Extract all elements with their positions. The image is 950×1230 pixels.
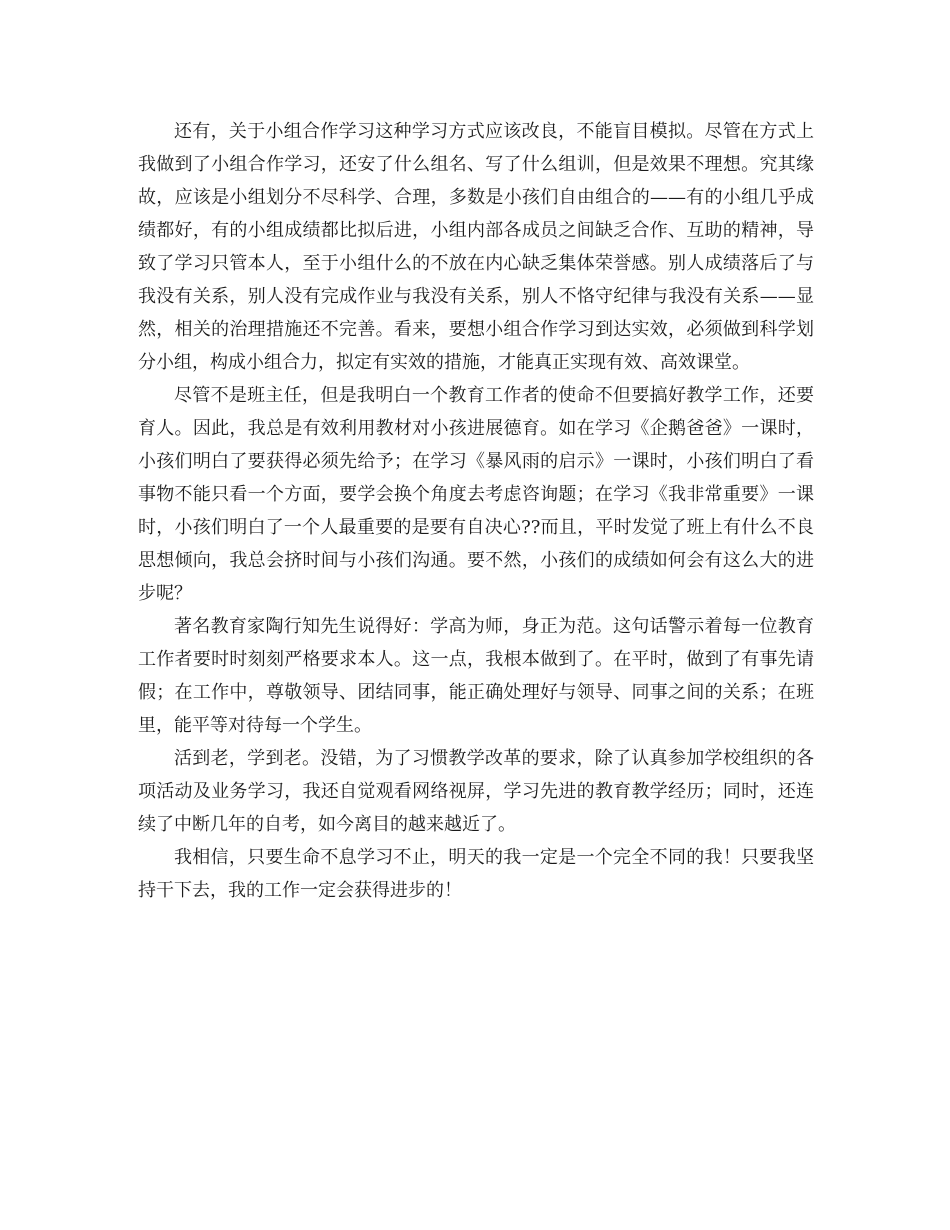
paragraph-moral-education: 尽管不是班主任，但是我明白一个教育工作者的使命不但要搞好教学工作，还要育人。因此，我总是有效利用教材对小孩进展德育。如在学习《企鹅爸爸》一课时，小孩们明白了要获得必须先给予；在学习《暴风雨的启示》一课时，小孩们明白了看事物不能只看一个方面，要学会换个角度去考虑咨询题；在学习《我非常重要》一课时，小孩们明白了一个人最重要的是要有自决心??而且，平时发觉了班上有什么不良思想倾向，我总会挤时间与小孩们沟通。要不然，小孩们的成绩如何会有这么大的进步呢？	[138, 385, 814, 604]
paragraph-teacher-example: 著名教育家陶行知先生说得好：学高为师，身正为范。这句话警示着每一位教育工作者要时时刻刻严格要求本人。这一点，我根本做到了。在平时，做到了有事先请假；在工作中，尊敬领导、团结同事，能正确处理好与领导、同事之间的关系；在班里，能平等对待每一个学生。	[138, 616, 814, 736]
document-body	[138, 115, 814, 907]
paragraph-lifelong-learning: 活到老，学到老。没错，为了习惯教学改革的要求，除了认真参加学校组织的各项活动及业务学习，我还自觉观看网络视屏，学习先进的教育教学经历；同时，还连续了中断几年的自考，如今离目的越来越近了。	[138, 748, 814, 835]
paragraph-conclusion: 我相信，只要生命不息学习不止，明天的我一定是一个完全不同的我！只要我坚持干下去，我的工作一定会获得进步的！	[138, 847, 814, 901]
paragraph-group-cooperation: 还有，关于小组合作学习这种学习方式应该改良，不能盲目模拟。尽管在方式上我做到了小组合作学习，还安了什么组名、写了什么组训，但是效果不理想。究其缘故，应该是小组划分不尽科学、合理，多数是小孩们自由组合的——有的小组几乎成绩都好，有的小组成绩都比拟后进，小组内部各成员之间缺乏合作、互助的精神，导致了学习只管本人，至于小组什么的不放在内心缺乏集体荣誉感。别人成绩落后了与我没有关系，别人没有完成作业与我没有关系，别人不恪守纪律与我没有关系——显然，相关的治理措施还不完善。看来，要想小组合作学习到达实效，必须做到科学划分小组，构成小组合力，拟定有实效的措施，才能真正实现有效、高效课堂。	[138, 121, 814, 373]
